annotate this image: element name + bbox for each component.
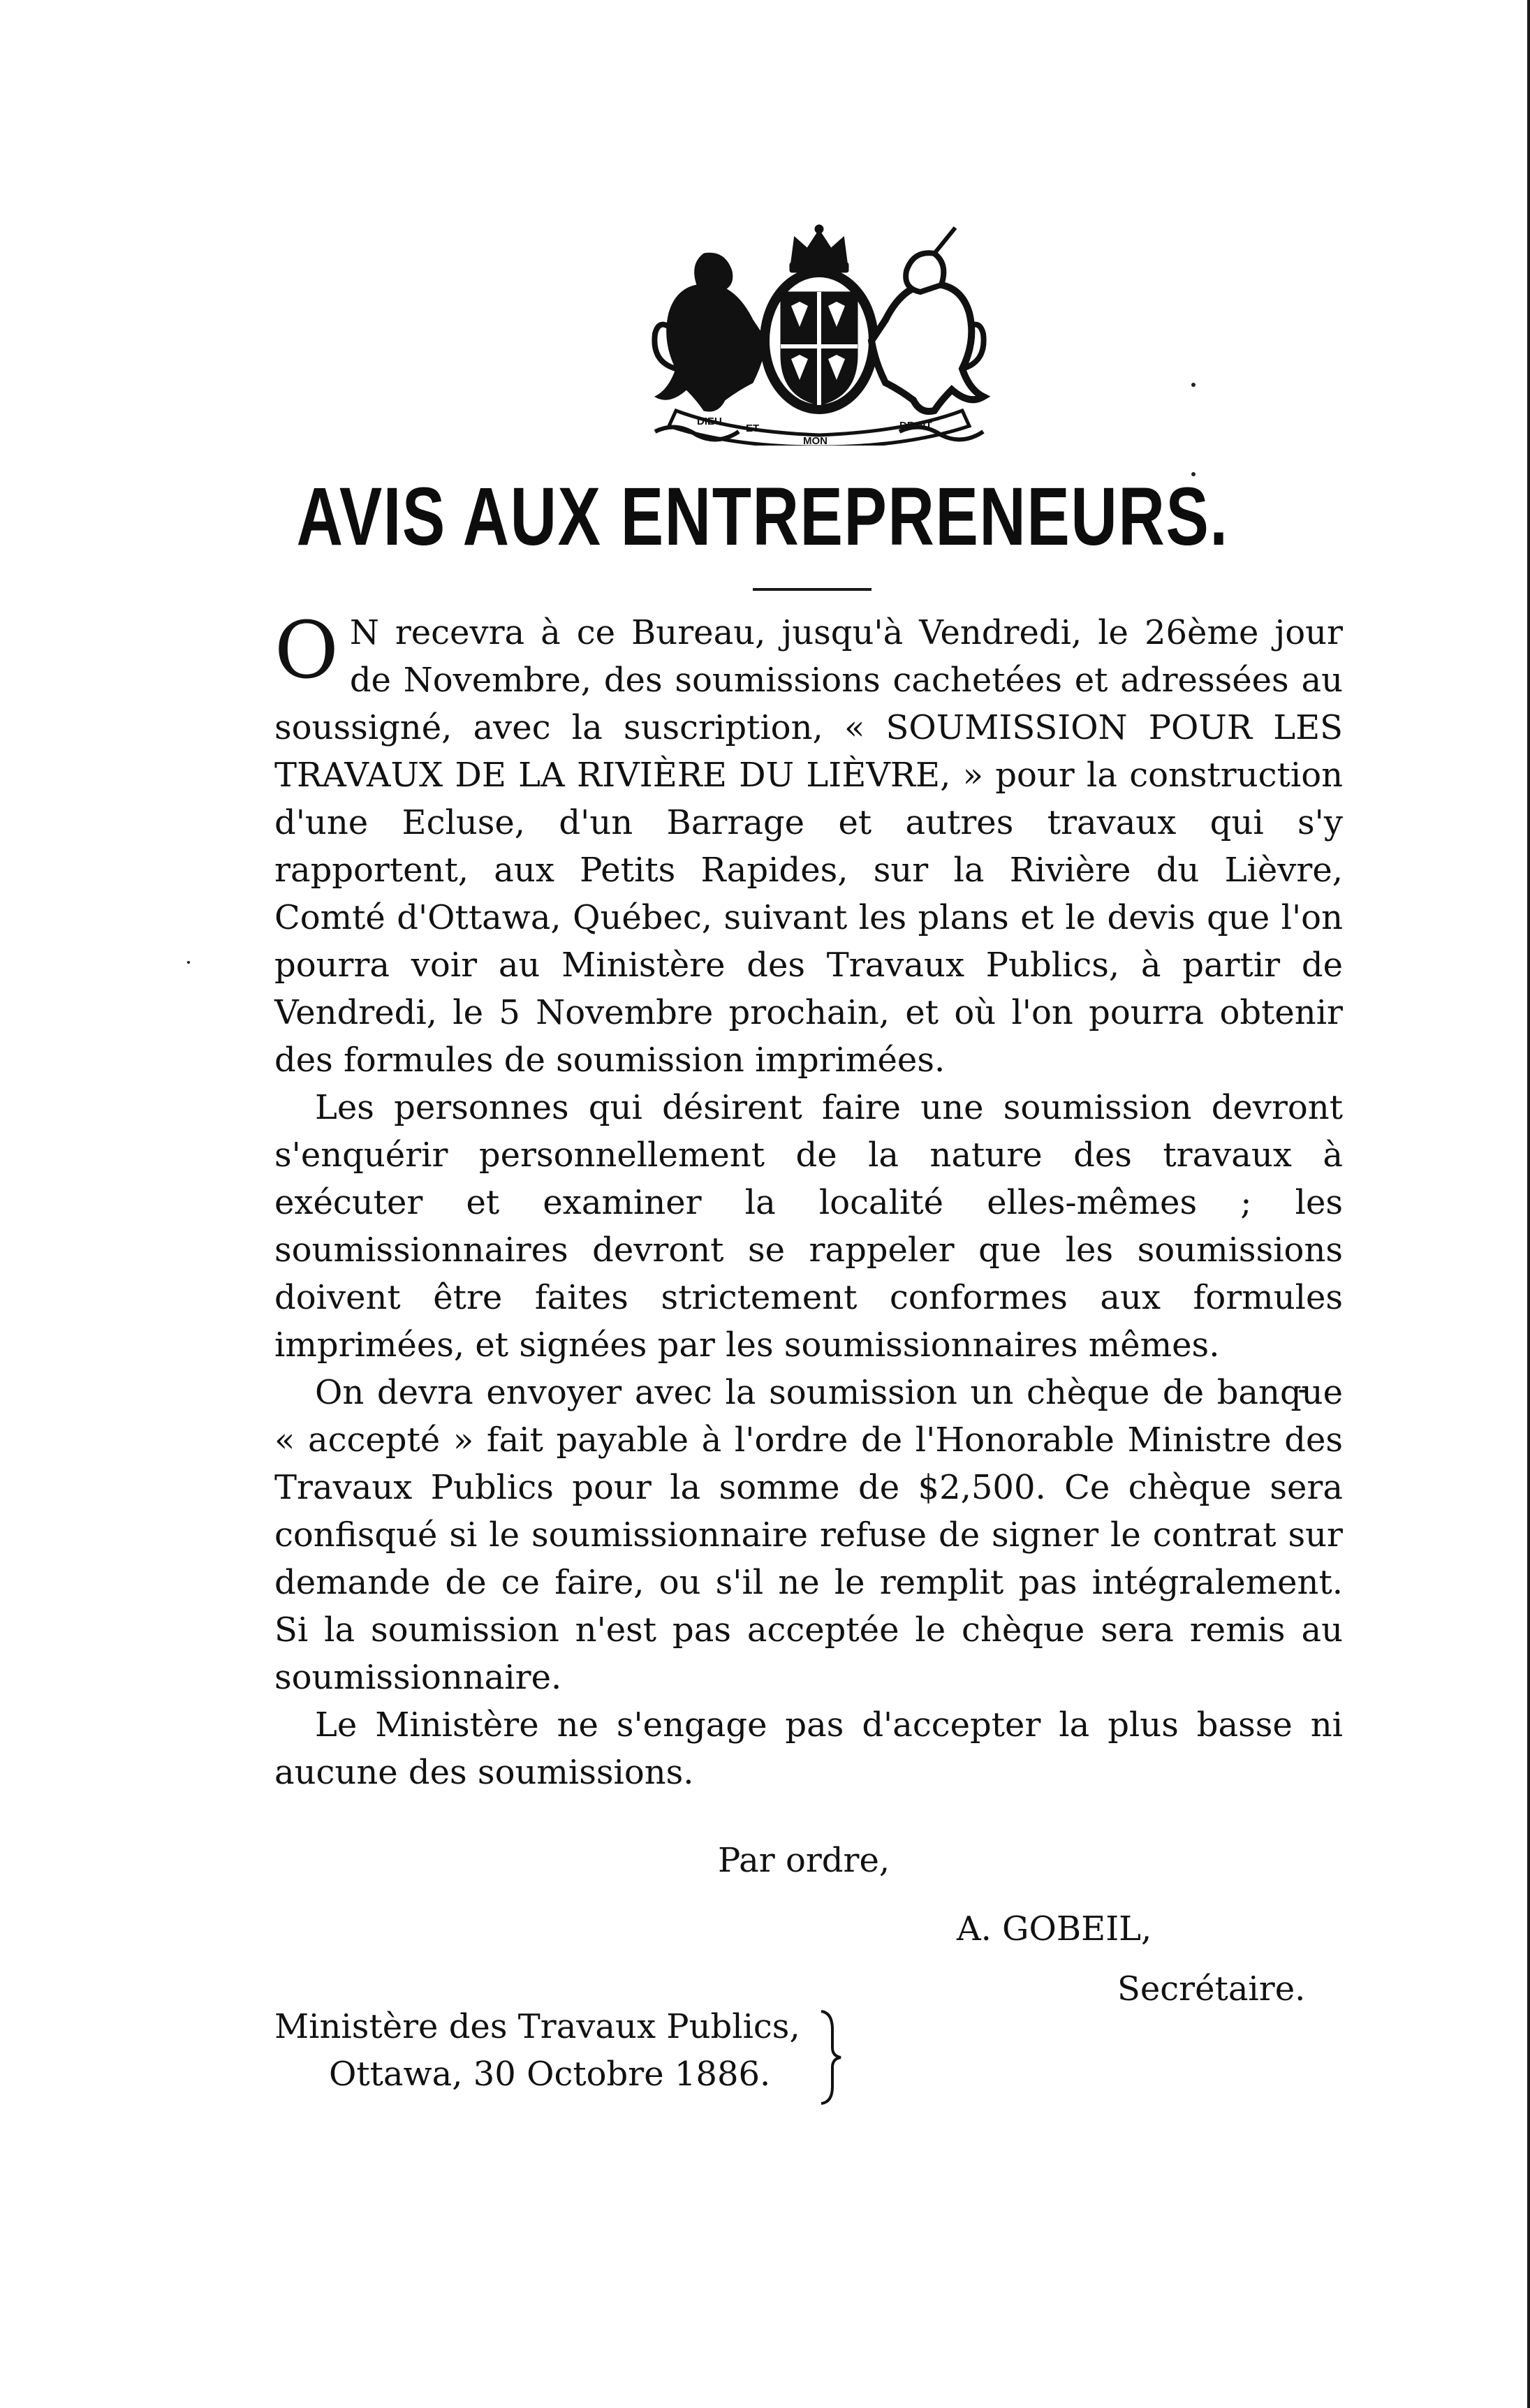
closing-phrase: Par ordre, [718,1841,890,1880]
title-divider [753,588,871,591]
ink-speck [1191,383,1196,387]
notice-paragraph: Le Ministère ne s'engage pas d'accepter la plus basse ni aucune des soumissions. [274,1705,1343,1792]
motto-word: ET [746,423,760,434]
brace-icon [817,2009,845,2106]
royal-coat-of-arms-icon [648,222,990,446]
paragraph-text: N recevra à ce Bureau, jusqu'à Vendredi, le 26ème jour de Novembre, des soumissions cachetées et adressées au soussigné, avec la suscription, « SOUMISSION POUR LES TRAVAUX DE LA RIVIÈRE DU LIÈVRE, » pour la construction d'une Ecluse, d'un Barrage et autres travaux qui s'y rapportent, aux Petits Rapides, sur la Rivière du Lièvre, Comté d'Ottawa, Québec, suivant les plans et le devis que l'on pourra voir au Ministère des Travaux Publics, à partir de Vendredi, le 5 Novembre prochain, et où l'on pourra obtenir des formules de soumission imprimées. [274,613,1343,1080]
motto-word: MON [803,435,827,446]
drop-cap: O [274,605,339,696]
signatory-name: A. GOBEIL, [957,1909,1152,1948]
place-and-date: Ottawa, 30 Octobre 1886. [329,2055,771,2094]
notice-body [274,605,1343,1796]
motto-word: DROIT [899,420,932,432]
notice-title: AVIS AUX ENTREPRENEURS. [296,471,1229,563]
office-name: Ministère des Travaux Publics, [274,2007,800,2046]
notice-paragraph [274,605,1343,1084]
motto-word: DIEU [697,416,722,427]
office-dateline [274,2003,800,2098]
scan-edge [1527,0,1530,2408]
notice-paragraph: Les personnes qui désirent faire une soumission devront s'enquérir personnellement de la nature des travaux à exécuter et examiner la localité elles-mêmes ; les soumissionnaires devront se rappeler que les soumissions doivent être faites strictement conformes aux formules imprimées, et signées par les soumissionnaires mêmes. [274,1088,1343,1365]
notice-paragraph: On devra envoyer avec la soumission un chèque de banque « accepté » fait payable à l'ordre de l'Honorable Ministre des Travaux Publics pour la somme de $2,500. Ce chèque sera confisqué si le soumissionnaire refuse de signer le contrat sur demande de ce faire, ou s'il ne le remplit pas intégralement. Si la soumission n'est pas acceptée le chèque sera remis au soumissionnaire. [274,1373,1343,1697]
ink-speck [187,961,190,964]
signatory-title: Secrétaire. [1117,1969,1306,2009]
